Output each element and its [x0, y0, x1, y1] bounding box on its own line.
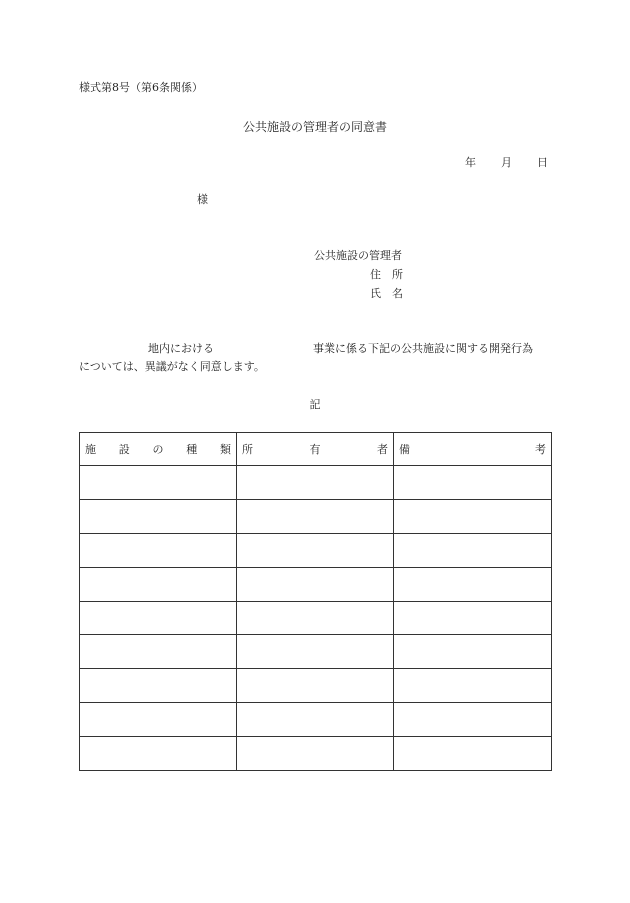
table-row	[80, 567, 552, 601]
header-remarks	[394, 433, 552, 466]
facility-type-cell[interactable]	[80, 499, 237, 533]
facility-type-cell[interactable]	[80, 601, 237, 635]
name-label: 氏 名	[370, 287, 403, 300]
owner-cell[interactable]	[237, 669, 394, 703]
address-label: 住 所	[370, 268, 403, 281]
remarks-cell[interactable]	[394, 533, 552, 567]
header-char: 設	[118, 443, 130, 456]
header-char: 有	[309, 443, 321, 456]
day-label: 日	[537, 156, 548, 169]
addressee-suffix: 様	[197, 193, 208, 206]
facility-type-cell[interactable]	[80, 533, 237, 567]
owner-cell[interactable]	[237, 466, 394, 500]
table-row	[80, 703, 552, 737]
facility-type-cell[interactable]	[80, 703, 237, 737]
owner-cell[interactable]	[237, 567, 394, 601]
header-facility-type	[80, 433, 237, 466]
header-char: 施	[85, 443, 96, 456]
body-line2: については、異議がなく同意します。	[79, 360, 265, 373]
table-row	[80, 669, 552, 703]
table-row	[80, 499, 552, 533]
header-char: 者	[377, 443, 388, 456]
table-header-row	[80, 433, 552, 466]
facility-type-cell[interactable]	[80, 466, 237, 500]
header-owner	[237, 433, 394, 466]
body-part2: 事業に係る下記の公共施設に関する開発行為	[313, 342, 533, 355]
year-label: 年	[465, 156, 476, 169]
table-row	[80, 737, 552, 771]
remarks-cell[interactable]	[394, 567, 552, 601]
table-row	[80, 601, 552, 635]
remarks-cell[interactable]	[394, 499, 552, 533]
owner-cell[interactable]	[237, 499, 394, 533]
remarks-cell[interactable]	[394, 737, 552, 771]
owner-cell[interactable]	[237, 703, 394, 737]
owner-cell[interactable]	[237, 601, 394, 635]
facility-type-cell[interactable]	[80, 737, 237, 771]
facility-type-cell[interactable]	[80, 567, 237, 601]
remarks-cell[interactable]	[394, 466, 552, 500]
body-part1: 地内における	[148, 342, 214, 355]
header-char: 種	[186, 443, 198, 456]
remarks-cell[interactable]	[394, 669, 552, 703]
header-char: 備	[399, 443, 410, 456]
header-char: 考	[535, 443, 546, 456]
form-number: 様式第8号（第6条関係）	[79, 81, 203, 94]
header-char: 所	[242, 443, 253, 456]
remarks-cell[interactable]	[394, 601, 552, 635]
header-char: 類	[220, 443, 231, 456]
remarks-cell[interactable]	[394, 635, 552, 669]
table-row	[80, 635, 552, 669]
facility-type-cell[interactable]	[80, 669, 237, 703]
facility-table	[79, 432, 552, 771]
table-row	[80, 466, 552, 500]
month-label: 月	[501, 156, 512, 169]
owner-cell[interactable]	[237, 533, 394, 567]
facility-type-cell[interactable]	[80, 635, 237, 669]
document-title: 公共施設の管理者の同意書	[242, 120, 387, 134]
header-char: の	[152, 443, 164, 456]
owner-cell[interactable]	[237, 635, 394, 669]
table-row	[80, 533, 552, 567]
note-heading: 記	[309, 398, 321, 411]
owner-cell[interactable]	[237, 737, 394, 771]
remarks-cell[interactable]	[394, 703, 552, 737]
manager-title: 公共施設の管理者	[314, 249, 402, 262]
